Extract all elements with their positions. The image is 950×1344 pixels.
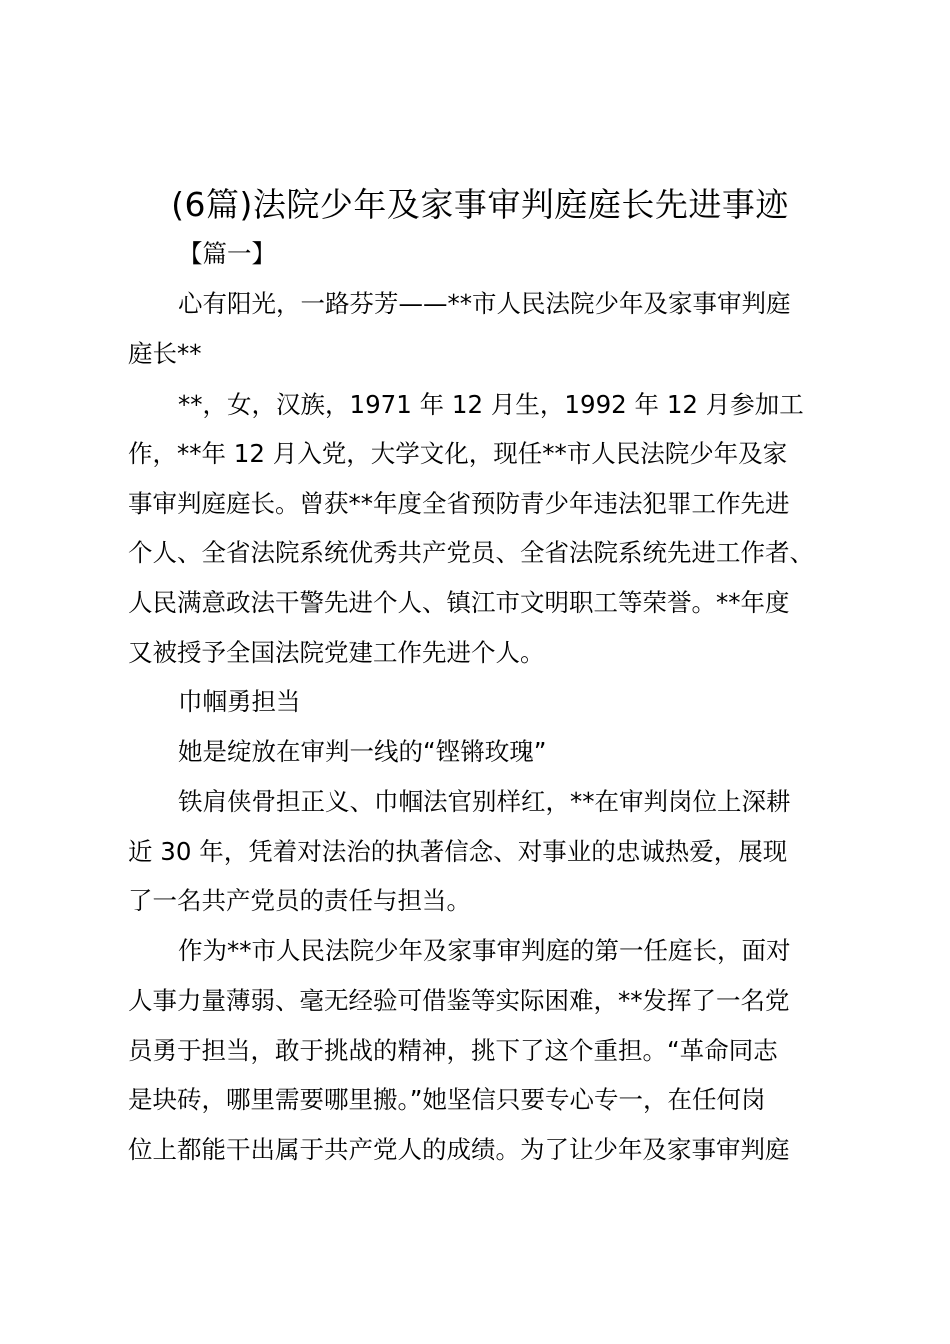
- document-title: (6篇)法院少年及家事审判庭庭长先进事迹: [171, 185, 789, 224]
- paragraph-line: 人事力量薄弱、毫无经验可借鉴等实际困难，**发挥了一名党: [128, 986, 790, 1015]
- section-label: 【篇一】: [178, 239, 276, 268]
- subtitle-line-2: 庭长**: [128, 339, 202, 368]
- paragraph-line: **，女，汉族，1971 年 12 月生，1992 年 12 月参加工: [178, 390, 804, 419]
- paragraph-line: 员勇于担当，敢于挑战的精神，挑下了这个重担。“革命同志: [128, 1036, 778, 1065]
- paragraph-line: 铁肩侠骨担正义、巾帼法官别样红，**在审判岗位上深耕: [178, 787, 791, 816]
- paragraph-line: 近 30 年，凭着对法治的执著信念、对事业的忠诚热爱，展现: [128, 837, 788, 866]
- paragraph-line: 人民满意政法干警先进个人、镇江市文明职工等荣誉。**年度: [128, 588, 790, 617]
- paragraph-line: 个人、全省法院系统优秀共产党员、全省法院系统先进工作者、: [128, 538, 814, 567]
- paragraph-line: 了一名共产党员的责任与担当。: [128, 886, 471, 915]
- heading-line: 她是绽放在审判一线的“铿锵玫瑰”: [178, 737, 547, 766]
- paragraph-line: 又被授予全国法院党建工作先进个人。: [128, 638, 545, 667]
- subtitle-line-1: 心有阳光，一路芬芳——**市人民法院少年及家事审判庭: [178, 289, 791, 318]
- paragraph-line: 事审判庭庭长。曾获**年度全省预防青少年违法犯罪工作先进: [128, 489, 790, 518]
- paragraph-line: 是块砖，哪里需要哪里搬。”她坚信只要专心专一，在任何岗: [128, 1085, 766, 1114]
- paragraph-line: 作，**年 12 月入党，大学文化，现任**市人民法院少年及家: [128, 439, 788, 468]
- paragraph-line: 位上都能干出属于共产党人的成绩。为了让少年及家事审判庭: [128, 1135, 790, 1164]
- heading-line: 巾帼勇担当: [178, 687, 301, 716]
- paragraph-line: 作为**市人民法院少年及家事审判庭的第一任庭长，面对: [178, 936, 791, 965]
